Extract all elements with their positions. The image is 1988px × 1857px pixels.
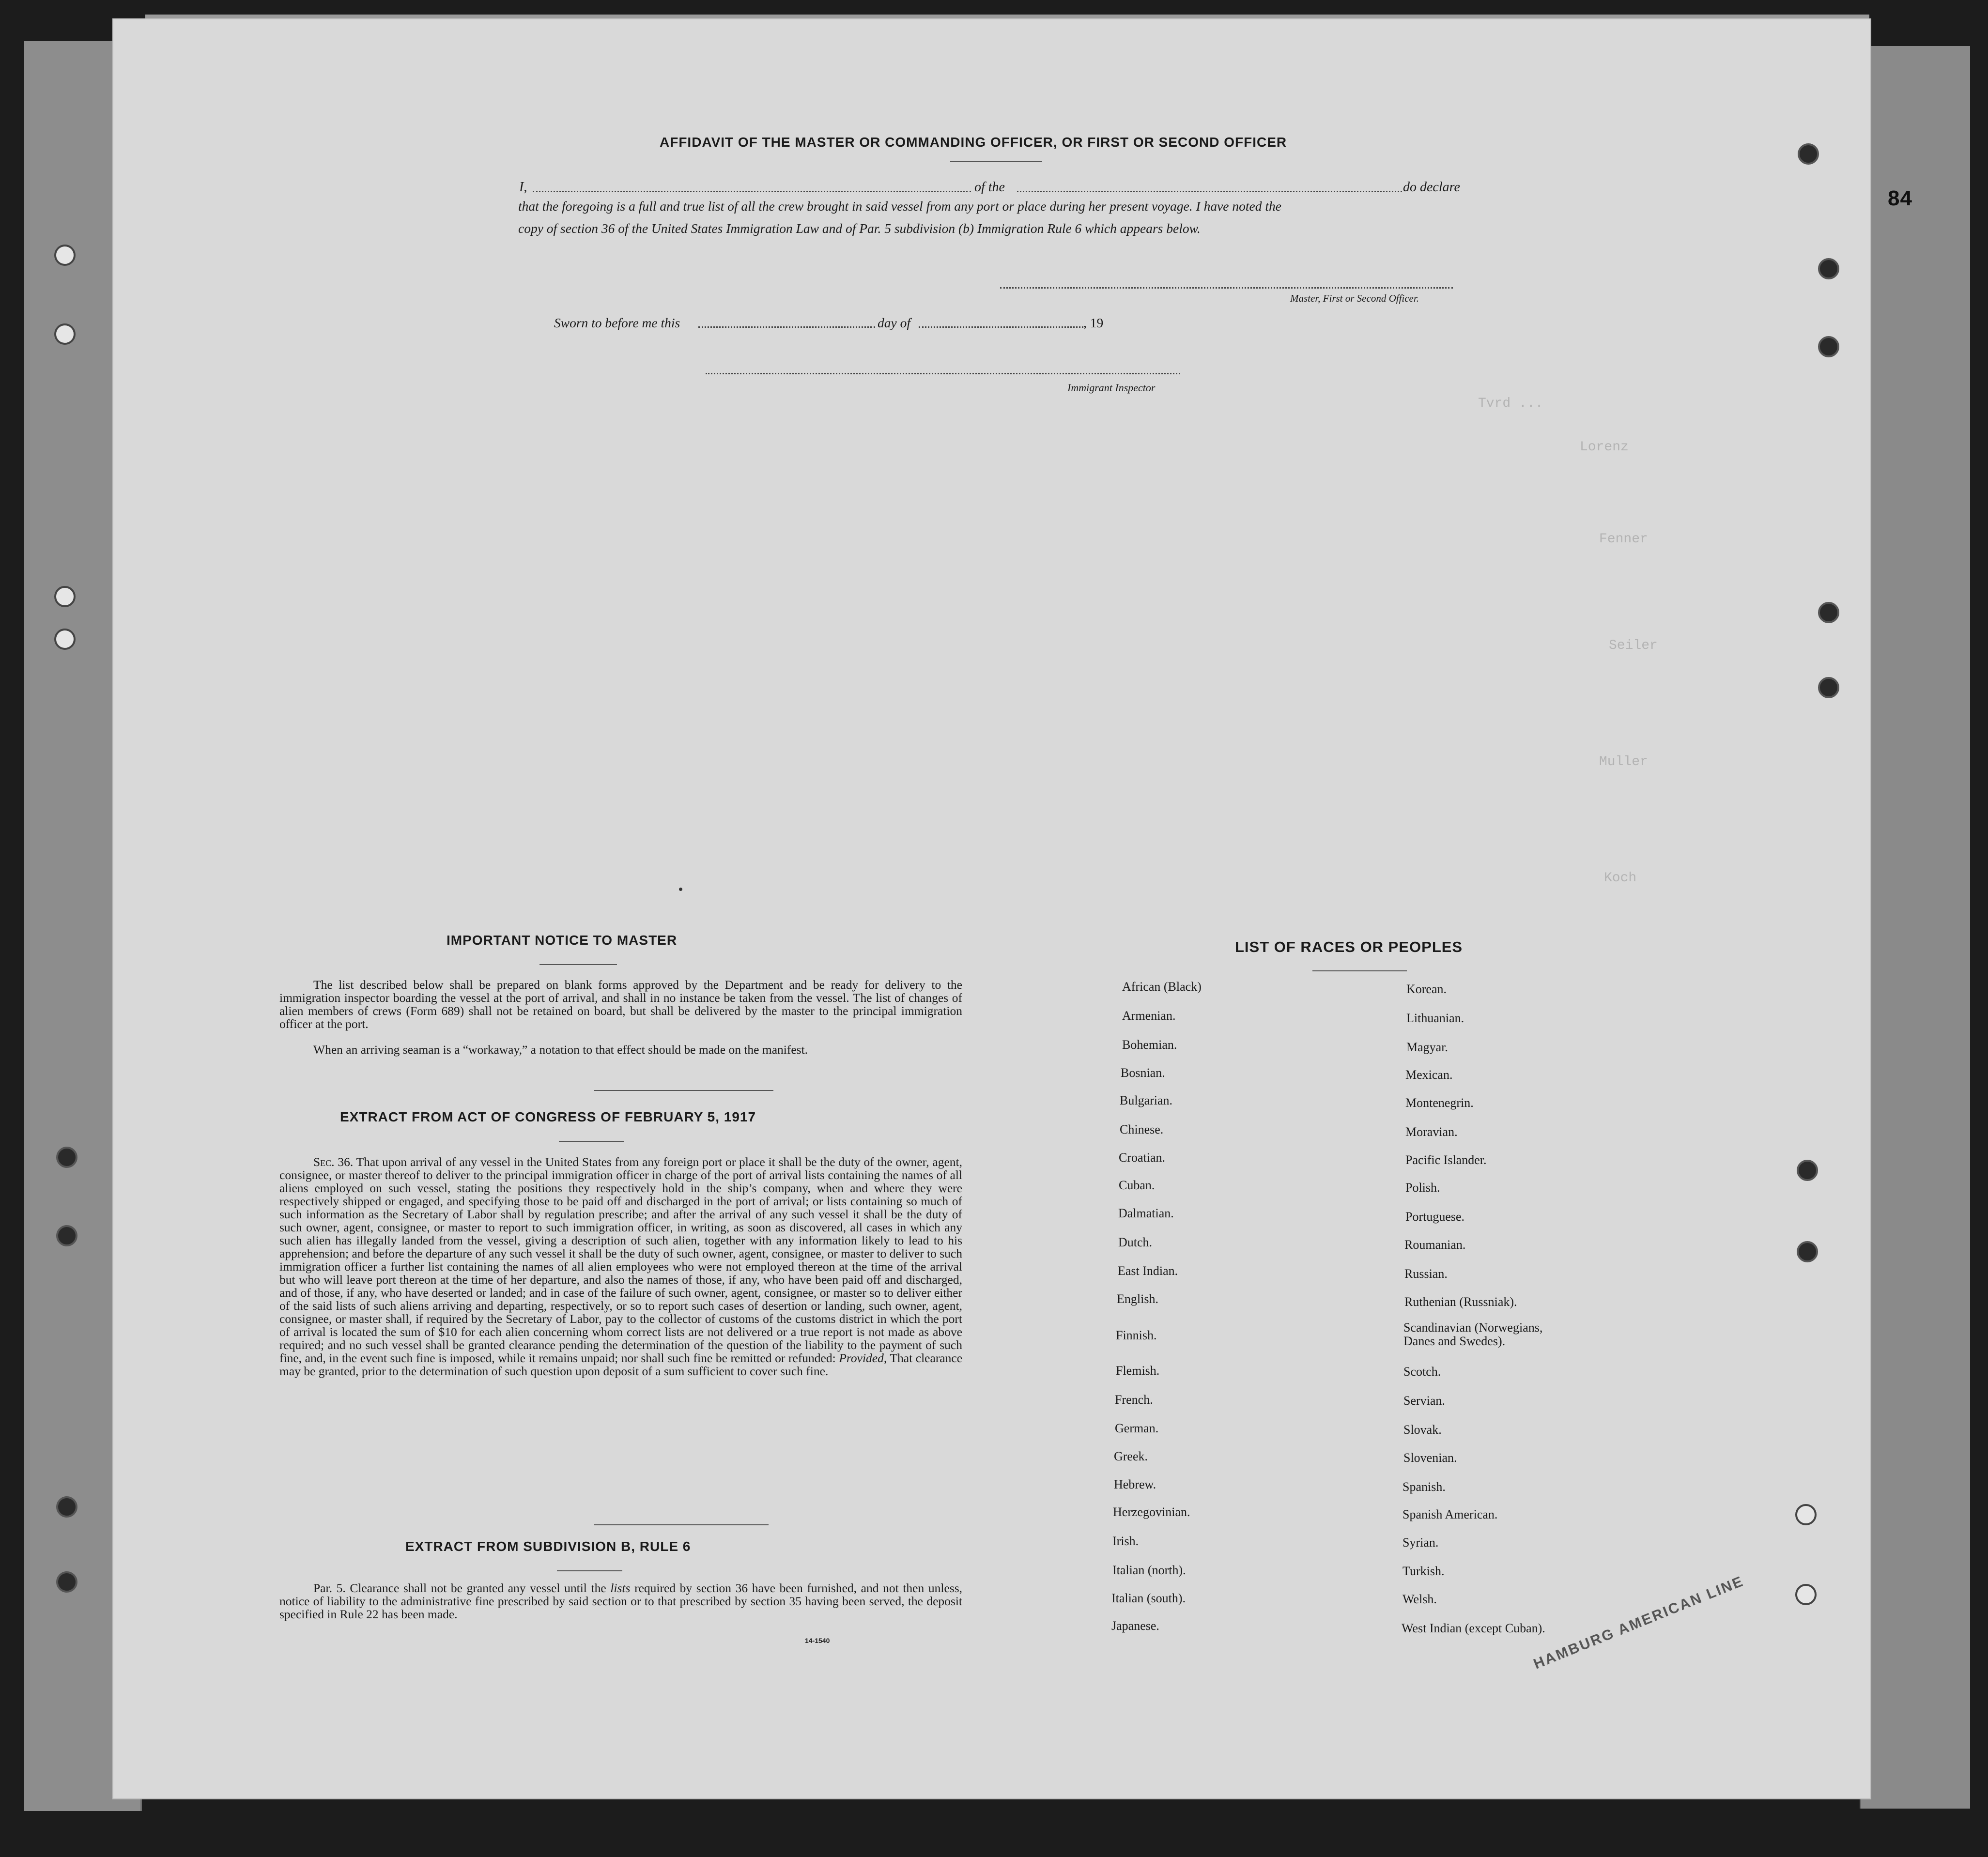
race-left-item: Bohemian. xyxy=(1122,1038,1177,1052)
race-right-item: Pacific Islander. xyxy=(1405,1153,1487,1167)
bleed-through-text: Koch xyxy=(1604,871,1637,886)
divider xyxy=(557,1570,622,1571)
race-right-item: Slovak. xyxy=(1403,1423,1442,1437)
race-left-item: Italian (north). xyxy=(1112,1563,1186,1577)
race-left-item: Irish. xyxy=(1112,1534,1139,1548)
race-left-item: Flemish. xyxy=(1116,1364,1160,1378)
divider xyxy=(1312,970,1407,971)
binder-hole xyxy=(54,586,76,607)
act-title: EXTRACT FROM ACT OF CONGRESS OF FEBRUARY 5, 1917 xyxy=(340,1109,756,1124)
ink-speck xyxy=(679,888,682,891)
race-left-item: Croatian. xyxy=(1119,1151,1166,1165)
race-right-item: Moravian. xyxy=(1405,1125,1458,1139)
binder-hole xyxy=(1818,602,1839,623)
race-right-item: Spanish American. xyxy=(1402,1507,1498,1521)
divider xyxy=(539,964,617,965)
binder-hole xyxy=(56,1225,77,1246)
races-title: LIST OF RACES OR PEOPLES xyxy=(1235,938,1463,955)
manifest-page xyxy=(112,18,1871,1799)
race-right-item: Syrian. xyxy=(1402,1535,1439,1550)
divider xyxy=(594,1090,773,1091)
divider xyxy=(594,1524,769,1525)
race-left-item: Dutch. xyxy=(1118,1235,1153,1249)
inspector-caption: Immigrant Inspector xyxy=(1067,382,1156,394)
day-of-label: day of xyxy=(878,315,910,330)
race-right-item: Turkish. xyxy=(1402,1564,1445,1578)
race-left-item: German. xyxy=(1115,1421,1159,1435)
divider xyxy=(950,161,1042,162)
backing-sheet-right xyxy=(1860,46,1970,1809)
rule-text-before: Par. 5. Clearance shall not be granted any vessel until the xyxy=(313,1581,606,1595)
act-section-text: That upon arrival of any vessel in the United States from any foreign port or place it shall be the duty of the owner, agent, consignee, or master thereof to deliver to the principal immigration officer in charge of the port of arrival lists containing the names of all aliens employed on such vessel, stating the positions they respectively hold in the ship’s company, when and where they were respectively shipped or engaged, and specifying those to be paid off and discharged in the port of arrival; or lists containing so much of such information as the Secretary of Labor shall by regulation prescribe; and after the arrival of any such vessel it shall be the duty of such owner, agent, consignee, or master to report to such immigration officer, in writing, as soon as discovered, all cases in which any such alien has illegally landed from the vessel, giving a description of such alien, together with any information likely to lead to his apprehension; and before the departure of any such vessel it shall be the duty of such owner, agent, consignee, or master to deliver to such immigration officer a further list containing the names of all alien employees who were not employed thereon at the time of the arrival but who will leave port thereon at the time of her departure, and also the names of those, if any, who have been paid off and discharged, and of those, if any, who have deserted or landed; and in case of the failure of such owner, agent, consignee, or master so to deliver either of the said lists of such aliens arriving and departing, respectively, or so to report such cases of desertion or landing, such owner, agent, consignee, or master shall, if required by the Secretary of Labor, pay to the collector of customs of the customs district in which the port of arrival is located the sum of $10 for each alien concerning whom correct lists are not delivered or a true report is not made as above required; and no such vessel shall be granted clearance pending the determination of the question of the liability to the payment of such fine, and, in the event such fine is imposed, while it remains unpaid; nor shall such fine be remitted or refunded: xyxy=(279,1155,962,1365)
race-left-item: Greek. xyxy=(1114,1449,1148,1463)
race-left-item: Hebrew. xyxy=(1114,1477,1156,1491)
page-number: 84 xyxy=(1888,186,1912,210)
binder-hole xyxy=(1798,143,1819,165)
race-left-item: English. xyxy=(1117,1292,1158,1306)
race-right-item: West Indian (except Cuban). xyxy=(1402,1621,1545,1635)
race-right-item: Servian. xyxy=(1403,1394,1445,1408)
race-right-item: Scotch. xyxy=(1403,1365,1441,1379)
race-right-item: Lithuanian. xyxy=(1406,1011,1464,1025)
sworn-month-field[interactable] xyxy=(919,326,1083,328)
race-right-item: Welsh. xyxy=(1402,1592,1437,1606)
race-left-item: Italian (south). xyxy=(1111,1591,1186,1605)
act-proviso-text: That clearance may be granted, prior to the determination of such question upon deposit of a sum sufficient to cover such fine. xyxy=(279,1351,963,1378)
rule-lists-word: lists xyxy=(610,1581,631,1595)
race-left-item: Cuban. xyxy=(1119,1178,1155,1192)
bleed-through-text: Tvrd ... xyxy=(1478,396,1543,411)
bleed-through-text: Lorenz xyxy=(1580,440,1629,455)
bleed-through-text: Seiler xyxy=(1609,638,1658,653)
race-left-item: Bulgarian. xyxy=(1120,1093,1173,1107)
rule-text-after: required by section 36 have been furnished, and not then unless, notice of liability to the administrative fine prescribed by said section or to that prescribed by section 35 having been served, the deposit specified in Rule 22 has been made. xyxy=(279,1581,962,1621)
act-section-36 xyxy=(279,1155,962,1378)
race-right-item: Magyar. xyxy=(1406,1040,1448,1054)
binder-hole xyxy=(56,1147,77,1168)
race-left-item: East Indian. xyxy=(1118,1264,1178,1278)
race-left-item: African (Black) xyxy=(1122,980,1202,994)
race-right-item: Russian. xyxy=(1404,1267,1448,1281)
binder-hole xyxy=(54,245,76,266)
rule-paragraph xyxy=(279,1581,962,1621)
race-right-item: Ruthenian (Russniak). xyxy=(1404,1295,1517,1309)
race-left-item: Japanese. xyxy=(1111,1619,1159,1633)
year-label: , 19 xyxy=(1083,315,1104,330)
sworn-label: Sworn to before me this xyxy=(554,315,680,330)
race-right-item: Mexican. xyxy=(1405,1068,1453,1082)
race-right-item: Slovenian. xyxy=(1403,1451,1457,1465)
binder-hole xyxy=(1818,677,1839,698)
binder-hole xyxy=(54,323,76,345)
race-right-item: Roumanian. xyxy=(1404,1238,1466,1252)
binder-hole xyxy=(1795,1504,1817,1525)
race-right-item: Scandinavian (Norwegians, Danes and Swedes). xyxy=(1403,1320,1543,1348)
vessel-name-field[interactable] xyxy=(1017,191,1402,192)
act-section-label: Sec. 36. xyxy=(313,1155,354,1169)
race-right-item: Spanish. xyxy=(1402,1480,1446,1494)
binder-hole xyxy=(1818,258,1839,279)
binder-hole xyxy=(56,1496,77,1518)
race-left-item: Dalmatian. xyxy=(1118,1206,1174,1220)
shipping-line-stamp: HAMBURG AMERICAN LINE xyxy=(1531,1573,1746,1673)
binder-hole xyxy=(1797,1241,1818,1262)
officer-signature-field[interactable] xyxy=(1000,287,1453,289)
race-left-item: Chinese. xyxy=(1120,1122,1164,1136)
divider xyxy=(559,1141,624,1142)
inspector-signature-field[interactable] xyxy=(706,373,1180,374)
affidavit-title: AFFIDAVIT OF THE MASTER OR COMMANDING OFFICER, OR FIRST OR SECOND OFFICER xyxy=(660,135,1287,150)
affidavit-i-label: I, xyxy=(519,180,527,195)
binder-hole xyxy=(1797,1160,1818,1181)
affidavit-body-line2: copy of section 36 of the United States Immigration Law and of Par. 5 subdivision (b) Immigration Rule 6 which appears below. xyxy=(518,221,1201,236)
race-left-item: Bosnian. xyxy=(1121,1066,1165,1080)
race-left-item: Herzegovinian. xyxy=(1113,1505,1190,1519)
binder-hole xyxy=(56,1571,77,1593)
bleed-through-text: Muller xyxy=(1599,754,1648,769)
race-right-item: Portuguese. xyxy=(1405,1210,1465,1224)
race-right-item: Korean. xyxy=(1406,982,1447,996)
sworn-day-field[interactable] xyxy=(698,326,875,328)
binder-hole xyxy=(1795,1584,1817,1605)
act-proviso-word: Provided, xyxy=(839,1351,887,1365)
notice-title: IMPORTANT NOTICE TO MASTER xyxy=(447,933,678,948)
signature-caption: Master, First or Second Officer. xyxy=(1290,292,1419,304)
binder-hole xyxy=(1818,336,1839,357)
race-left-item: French. xyxy=(1115,1393,1153,1407)
race-right-item: Polish. xyxy=(1405,1181,1440,1195)
affidavit-body-line1: that the foregoing is a full and true list of all the crew brought in said vessel from any port or place during her present voyage. I have noted the xyxy=(518,199,1281,214)
officer-name-field[interactable] xyxy=(533,191,971,192)
affidavit-declare-label: do declare xyxy=(1403,180,1460,195)
bleed-through-text: Fenner xyxy=(1599,532,1648,547)
race-left-item: Armenian. xyxy=(1122,1009,1176,1023)
binder-hole xyxy=(54,629,76,650)
notice-paragraph-1: The list described below shall be prepared on blank forms approved by the Department and be ready for delivery to the immigration inspector boarding the vessel at the port of arrival, and shall in no instance be taken from the vessel. The list of changes of alien members of crews (Form 689) shall not be retained on board, but shall be delivered by the master to the principal immigration officer at the port. xyxy=(279,978,962,1031)
race-left-item: Finnish. xyxy=(1116,1328,1157,1342)
affidavit-of-the-label: of the xyxy=(974,180,1005,195)
rule-title: EXTRACT FROM SUBDIVISION B, RULE 6 xyxy=(405,1539,691,1554)
race-right-item: Montenegrin. xyxy=(1405,1096,1474,1110)
form-number: 14-1540 xyxy=(805,1637,830,1644)
notice-paragraph-2: When an arriving seaman is a “workaway,” a notation to that effect should be made on the manifest. xyxy=(313,1043,808,1057)
